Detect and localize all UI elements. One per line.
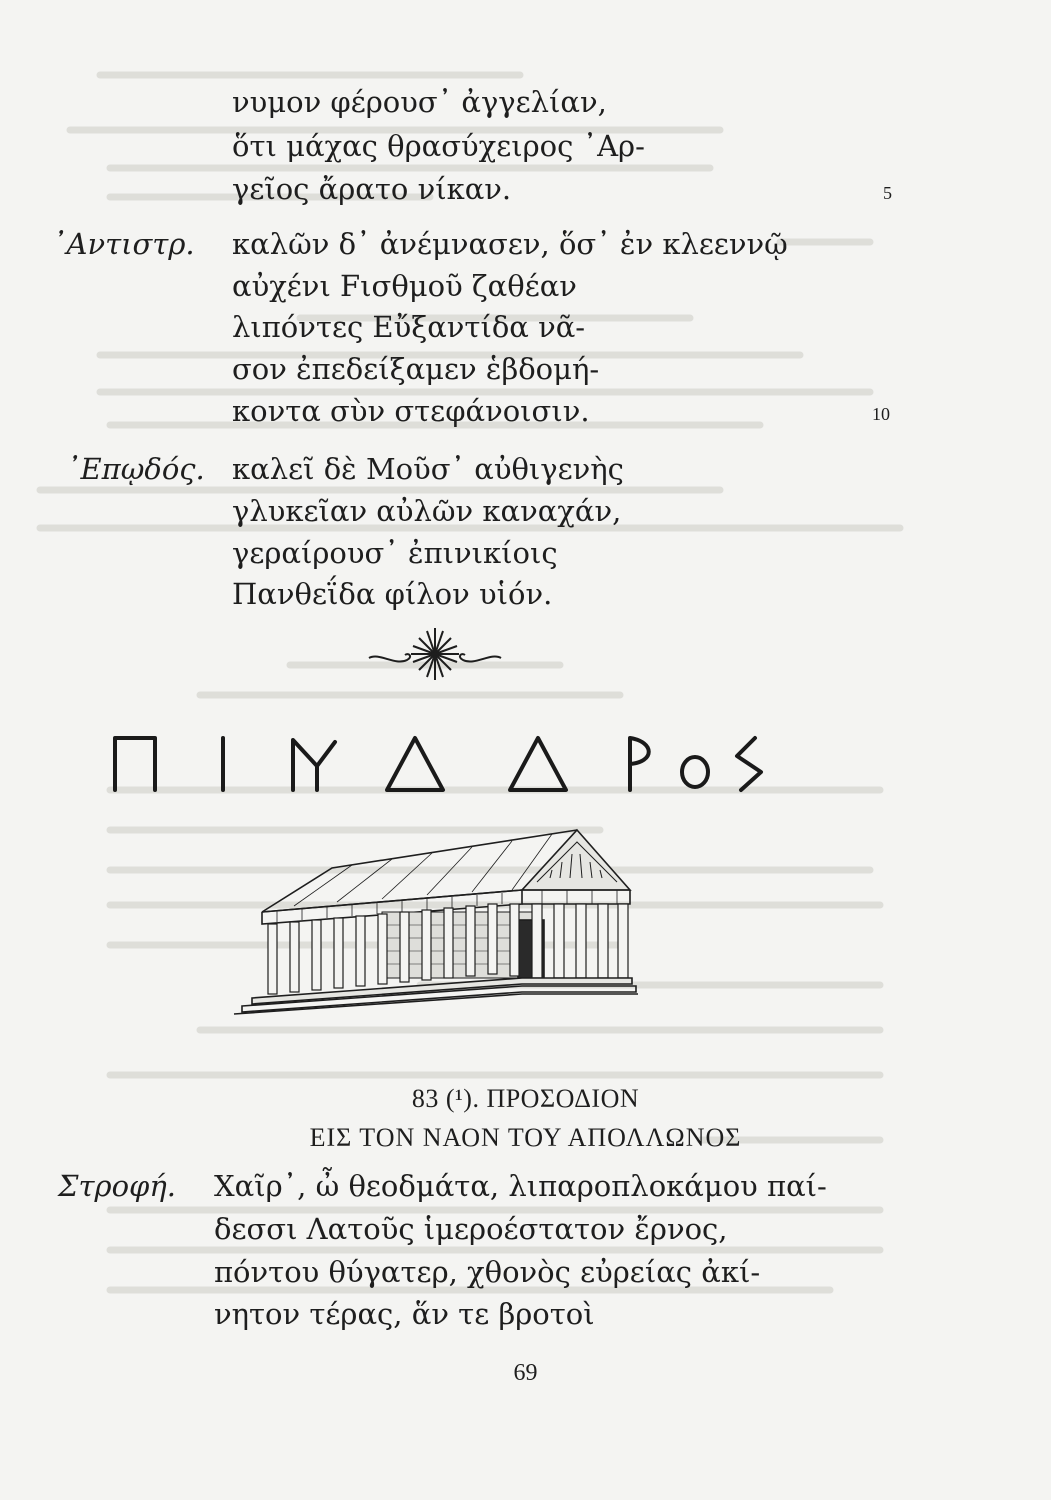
pindaros-heading <box>105 728 775 798</box>
greek-temple-illustration <box>232 820 638 1016</box>
section-title: 83 (¹). ΠΡΟΣΟΔΙΟΝ <box>411 1084 640 1113</box>
poem-line: δεσσι Λατοῦς ἱμεροέστατον ἔρνος, <box>214 1212 728 1246</box>
star-flourish-ornament <box>365 622 505 686</box>
line-number: 5 <box>883 183 892 203</box>
line-number: 10 <box>872 404 890 424</box>
poem-line: κοντα σὺν στεφάνοισιν. <box>232 394 590 428</box>
poem-line: καλεῖ δὲ Μοῦσ᾽ αὐθιγενὴς <box>232 452 624 486</box>
antistrophe-label: ᾽Αντιστρ. <box>52 227 195 261</box>
epode-label: ᾽Επῳδός. <box>66 452 205 486</box>
poem-line: Χαῖρ᾽, ὦ θεοδμάτα, λιπαροπλοκάμου παί- <box>214 1169 827 1203</box>
poem-line: νητον τέρας, ἅν τε βροτοὶ <box>214 1297 595 1331</box>
poem-line: γλυκεῖαν αὐλῶν καναχάν, <box>232 494 622 528</box>
archaic-lettering <box>105 728 775 798</box>
poem-line: γεραίρουσ᾽ ἐπινικίοις <box>232 536 558 570</box>
poem-line: ὅτι μάχας θρασύχειρος ᾽Αρ- <box>232 129 645 163</box>
page-number: 69 <box>513 1360 538 1386</box>
poem-line: σον ἐπεδείξαμεν ἑβδομή- <box>232 352 600 386</box>
strophe-label: Στροφή. <box>58 1169 176 1203</box>
section-subtitle: ΕΙΣ ΤΟΝ ΝΑΟΝ ΤΟΥ ΑΠΟΛΛΩΝΟΣ <box>309 1123 742 1152</box>
poem-line: πόντου θύγατερ, χθονὸς εὐρείας ἀκί- <box>214 1255 761 1289</box>
poem-line: Πανθεΐδα φίλον υἱόν. <box>232 577 553 611</box>
poem-line: καλῶν δ᾽ ἀνέμνασεν, ὅσ᾽ ἐν κλεεννῷ <box>232 227 788 261</box>
poem-line: γεῖος ἄρατο νίκαν. <box>232 172 512 206</box>
poem-line: λιπόντες Εὔξαντίδα νᾶ- <box>232 310 586 344</box>
poem-line: νυμον φέρουσ᾽ ἀγγελίαν, <box>232 85 607 119</box>
poem-line: αὐχένι Fισθμοῦ ζαθέαν <box>232 269 577 303</box>
